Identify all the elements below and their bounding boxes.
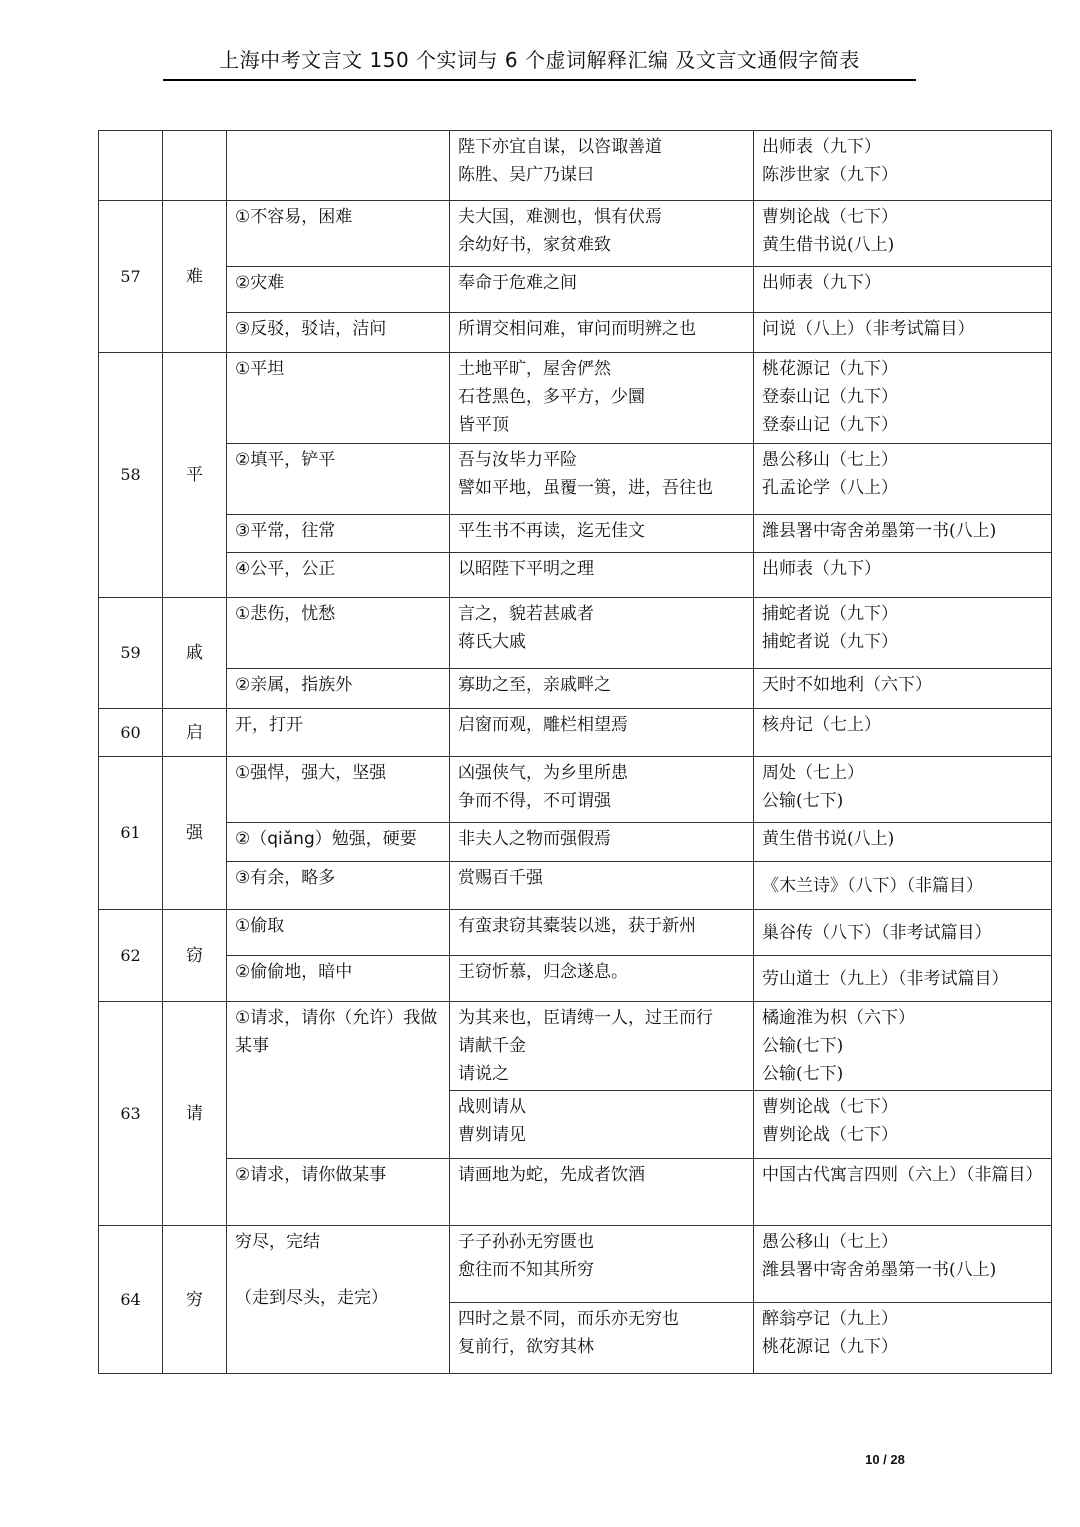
meaning-label: ①悲伤，忧愁 [227,598,450,669]
example-sentence: 譬如平地，虽覆一篑，进，吾往也 [458,478,713,498]
example-sentence: 请画地为蛇，先成者饮酒 [458,1165,645,1185]
source-text: 巢谷传（八下）（非考试篇目） [762,922,992,943]
entry-char: 难 [163,201,227,353]
entry-char-cell [163,131,227,201]
entry-char: 启 [163,709,227,757]
table-row [99,553,1052,598]
example-sentence: 石苍黑色，多平方，少圜 [458,387,645,407]
meaning-label: ①强悍，强大，坚强 [227,757,450,823]
source-cell [754,1091,1052,1159]
source-cell [754,910,1052,956]
table-row [99,131,1052,201]
source-text: 捕蛇者说（九下） [762,632,898,652]
sentence-cell [450,313,754,353]
meaning-label: ②亲属，指族外 [227,669,450,709]
source-cell [754,353,1052,444]
sentence-cell [450,444,754,515]
example-sentence: 陈胜、吴广乃谋曰 [458,165,594,185]
sentence-cell [450,131,754,201]
source-cell [754,1303,1052,1374]
entry-number-cell [99,131,163,201]
example-sentence: 土地平旷，屋舍俨然 [458,359,611,379]
source-text: 曹刿论战（七下） [762,1125,898,1145]
table-row [99,444,1052,515]
table-row [99,910,1052,956]
entry-number: 63 [99,1002,163,1226]
sentence-cell [450,1226,754,1303]
example-sentence: 请说之 [458,1064,509,1084]
source-text: 登泰山记（九下） [762,415,898,435]
meaning-label: ③有余，略多 [227,862,450,910]
table-row [99,1226,1052,1303]
sentence-cell [450,267,754,313]
entry-number: 61 [99,757,163,910]
entry-char: 穷 [163,1226,227,1374]
source-text: 愚公移山（七上） [762,1232,898,1252]
entry-number: 60 [99,709,163,757]
source-cell [754,669,1052,709]
source-text: 黄生借书说(八上) [762,829,895,849]
entry-char: 窃 [163,910,227,1002]
meaning-label: ①偷取 [227,910,450,956]
source-text: 公输(七下) [762,791,844,811]
table-row [99,757,1052,823]
example-sentence: 曹刿请见 [458,1125,526,1145]
meaning-label: ②请求，请你做某事 [227,1159,450,1226]
sentence-cell [450,1091,754,1159]
table-row [99,823,1052,862]
example-sentence: 奉命于危难之间 [458,273,577,293]
source-text: 周处（七上） [762,763,864,783]
source-cell [754,956,1052,1002]
entry-char: 平 [163,353,227,598]
table-row [99,669,1052,709]
entry-number: 64 [99,1226,163,1374]
source-cell [754,862,1052,910]
source-text: 捕蛇者说（九下） [762,604,898,624]
table-row [99,1159,1052,1226]
source-cell [754,598,1052,669]
meaning-label: ①不容易，困难 [227,201,450,267]
sentence-cell [450,515,754,553]
source-text: 桃花源记（九下） [762,359,898,379]
example-sentence: 平生书不再读，迄无佳文 [458,521,645,541]
example-sentence: 有蛮隶窃其橐装以逃，获于新州 [458,916,696,936]
sentence-cell [450,862,754,910]
source-text: 公输(七下) [762,1036,844,1056]
table-row [99,267,1052,313]
example-sentence: 愈往而不知其所穷 [458,1260,594,1280]
source-text: 曹刿论战（七下） [762,1097,898,1117]
source-text: 登泰山记（九下） [762,387,898,407]
example-sentence: 请献千金 [458,1036,526,1056]
sentence-cell [450,910,754,956]
example-sentence: 战则请从 [458,1097,526,1117]
source-cell [754,1159,1052,1226]
source-cell [754,201,1052,267]
source-cell [754,515,1052,553]
example-sentence: 非夫人之物而强假焉 [458,829,611,849]
example-sentence: 皆平顶 [458,415,509,435]
page-header [163,44,916,81]
entry-char: 请 [163,1002,227,1226]
example-sentence: 子子孙孙无穷匮也 [458,1232,594,1252]
example-sentence: 为其来也，臣请缚一人，过王而行 [458,1008,713,1028]
sentence-cell [450,353,754,444]
meaning-cell [227,1226,450,1374]
source-text: 问说（八上）（非考试篇目） [762,319,975,339]
table-row [99,1002,1052,1091]
meaning-label: ②（qiǎng）勉强，硬要 [227,823,450,862]
source-text: 黄生借书说(八上) [762,235,895,255]
meaning-label: 穷尽，完结 [235,1232,320,1252]
table-row [99,515,1052,553]
source-text: 出师表（九下） [762,559,881,579]
meaning-label: ②偷偷地，暗中 [227,956,450,1002]
example-sentence: 所谓交相问难，审问而明辨之也 [458,319,696,339]
table-row [99,313,1052,353]
source-text: 潍县署中寄舍弟墨第一书(八上) [762,1260,997,1280]
example-sentence: 赏赐百千强 [458,868,543,888]
source-cell [754,757,1052,823]
table-row [99,956,1052,1002]
source-text: 愚公移山（七上） [762,450,898,470]
sentence-cell [450,553,754,598]
source-text: 潍县署中寄舍弟墨第一书(八上) [762,521,997,541]
meaning-label: 开，打开 [227,709,450,757]
meaning-label: ①平坦 [227,353,450,444]
vocab-table [98,130,1052,1374]
source-text: 中国古代寓言四则（六上）（非篇目） [762,1165,1043,1185]
source-cell [754,313,1052,353]
example-sentence: 以昭陛下平明之理 [458,559,594,579]
source-cell [754,553,1052,598]
meaning-label: ②灾难 [227,267,450,313]
example-sentence: 寡助之至，亲戚畔之 [458,675,611,695]
source-text: 陈涉世家（九下） [762,165,898,185]
meaning-label: ④公平，公正 [227,553,450,598]
source-cell [754,1226,1052,1303]
page-title: 上海中考文言文 150 个实词与 6 个虚词解释汇编 及文言文通假字简表 [219,48,860,72]
sentence-cell [450,669,754,709]
example-sentence: 凶强侠气，为乡里所患 [458,763,628,783]
sentence-cell [450,823,754,862]
source-text: 公输(七下) [762,1064,844,1084]
example-sentence: 四时之景不同，而乐亦无穷也 [458,1309,679,1329]
sentence-cell [450,598,754,669]
page-number: 10 / 28 [865,1452,905,1467]
example-sentence: 言之，貌若甚戚者 [458,604,594,624]
table-row [99,709,1052,757]
source-cell [754,823,1052,862]
source-text: 出师表（九下） [762,137,881,157]
source-text: 出师表（九下） [762,273,881,293]
meaning-label: ③反驳，驳诘，洁问 [227,313,450,353]
example-sentence: 启窗而观，雕栏相望焉 [458,715,628,735]
sentence-cell [450,201,754,267]
source-text: 曹刿论战（七下） [762,207,898,227]
example-sentence: 王窃忻慕，归念遂息。 [458,962,628,982]
meaning-cell [227,131,450,201]
source-text: 劳山道士（九上）（非考试篇目） [762,968,1009,989]
source-cell [754,1002,1052,1091]
example-sentence: 吾与汝毕力平险 [458,450,577,470]
meaning-label: ②填平，铲平 [227,444,450,515]
source-cell [754,444,1052,515]
source-text: 桃花源记（九下） [762,1337,898,1357]
source-cell [754,267,1052,313]
sentence-cell [450,1303,754,1374]
sentence-cell [450,757,754,823]
table-row [99,201,1052,267]
source-cell [754,131,1052,201]
entry-number: 62 [99,910,163,1002]
entry-char: 戚 [163,598,227,709]
entry-char: 强 [163,757,227,910]
meaning-label: ③平常，往常 [227,515,450,553]
source-cell [754,709,1052,757]
source-text: 核舟记（七上） [762,715,881,735]
sentence-cell [450,1159,754,1226]
example-sentence: 余幼好书，家贫难致 [458,235,611,255]
sentence-cell [450,956,754,1002]
entry-number: 59 [99,598,163,709]
entry-number: 57 [99,201,163,353]
source-text: 天时不如地利（六下） [762,675,932,695]
table-row [99,598,1052,669]
source-text: 《木兰诗》（八下）（非篇目） [762,875,983,896]
example-sentence: 陛下亦宜自谋，以咨诹善道 [458,137,662,157]
table-row [99,862,1052,910]
sentence-cell [450,709,754,757]
example-sentence: 蒋氏大戚 [458,632,526,652]
example-sentence: 复前行，欲穷其林 [458,1337,594,1357]
meaning-label: ①请求，请你（允许）我做某事 [227,1002,450,1159]
example-sentence: 夫大国，难测也，惧有伏焉 [458,207,662,227]
source-text: 醉翁亭记（九上） [762,1309,898,1329]
source-text: 孔孟论学（八上） [762,478,898,498]
source-text: 橘逾淮为枳（六下） [762,1008,915,1028]
table-row [99,353,1052,444]
entry-number: 58 [99,353,163,598]
meaning-note: （走到尽头，走完） [235,1288,388,1308]
sentence-cell [450,1002,754,1091]
example-sentence: 争而不得，不可谓强 [458,791,611,811]
